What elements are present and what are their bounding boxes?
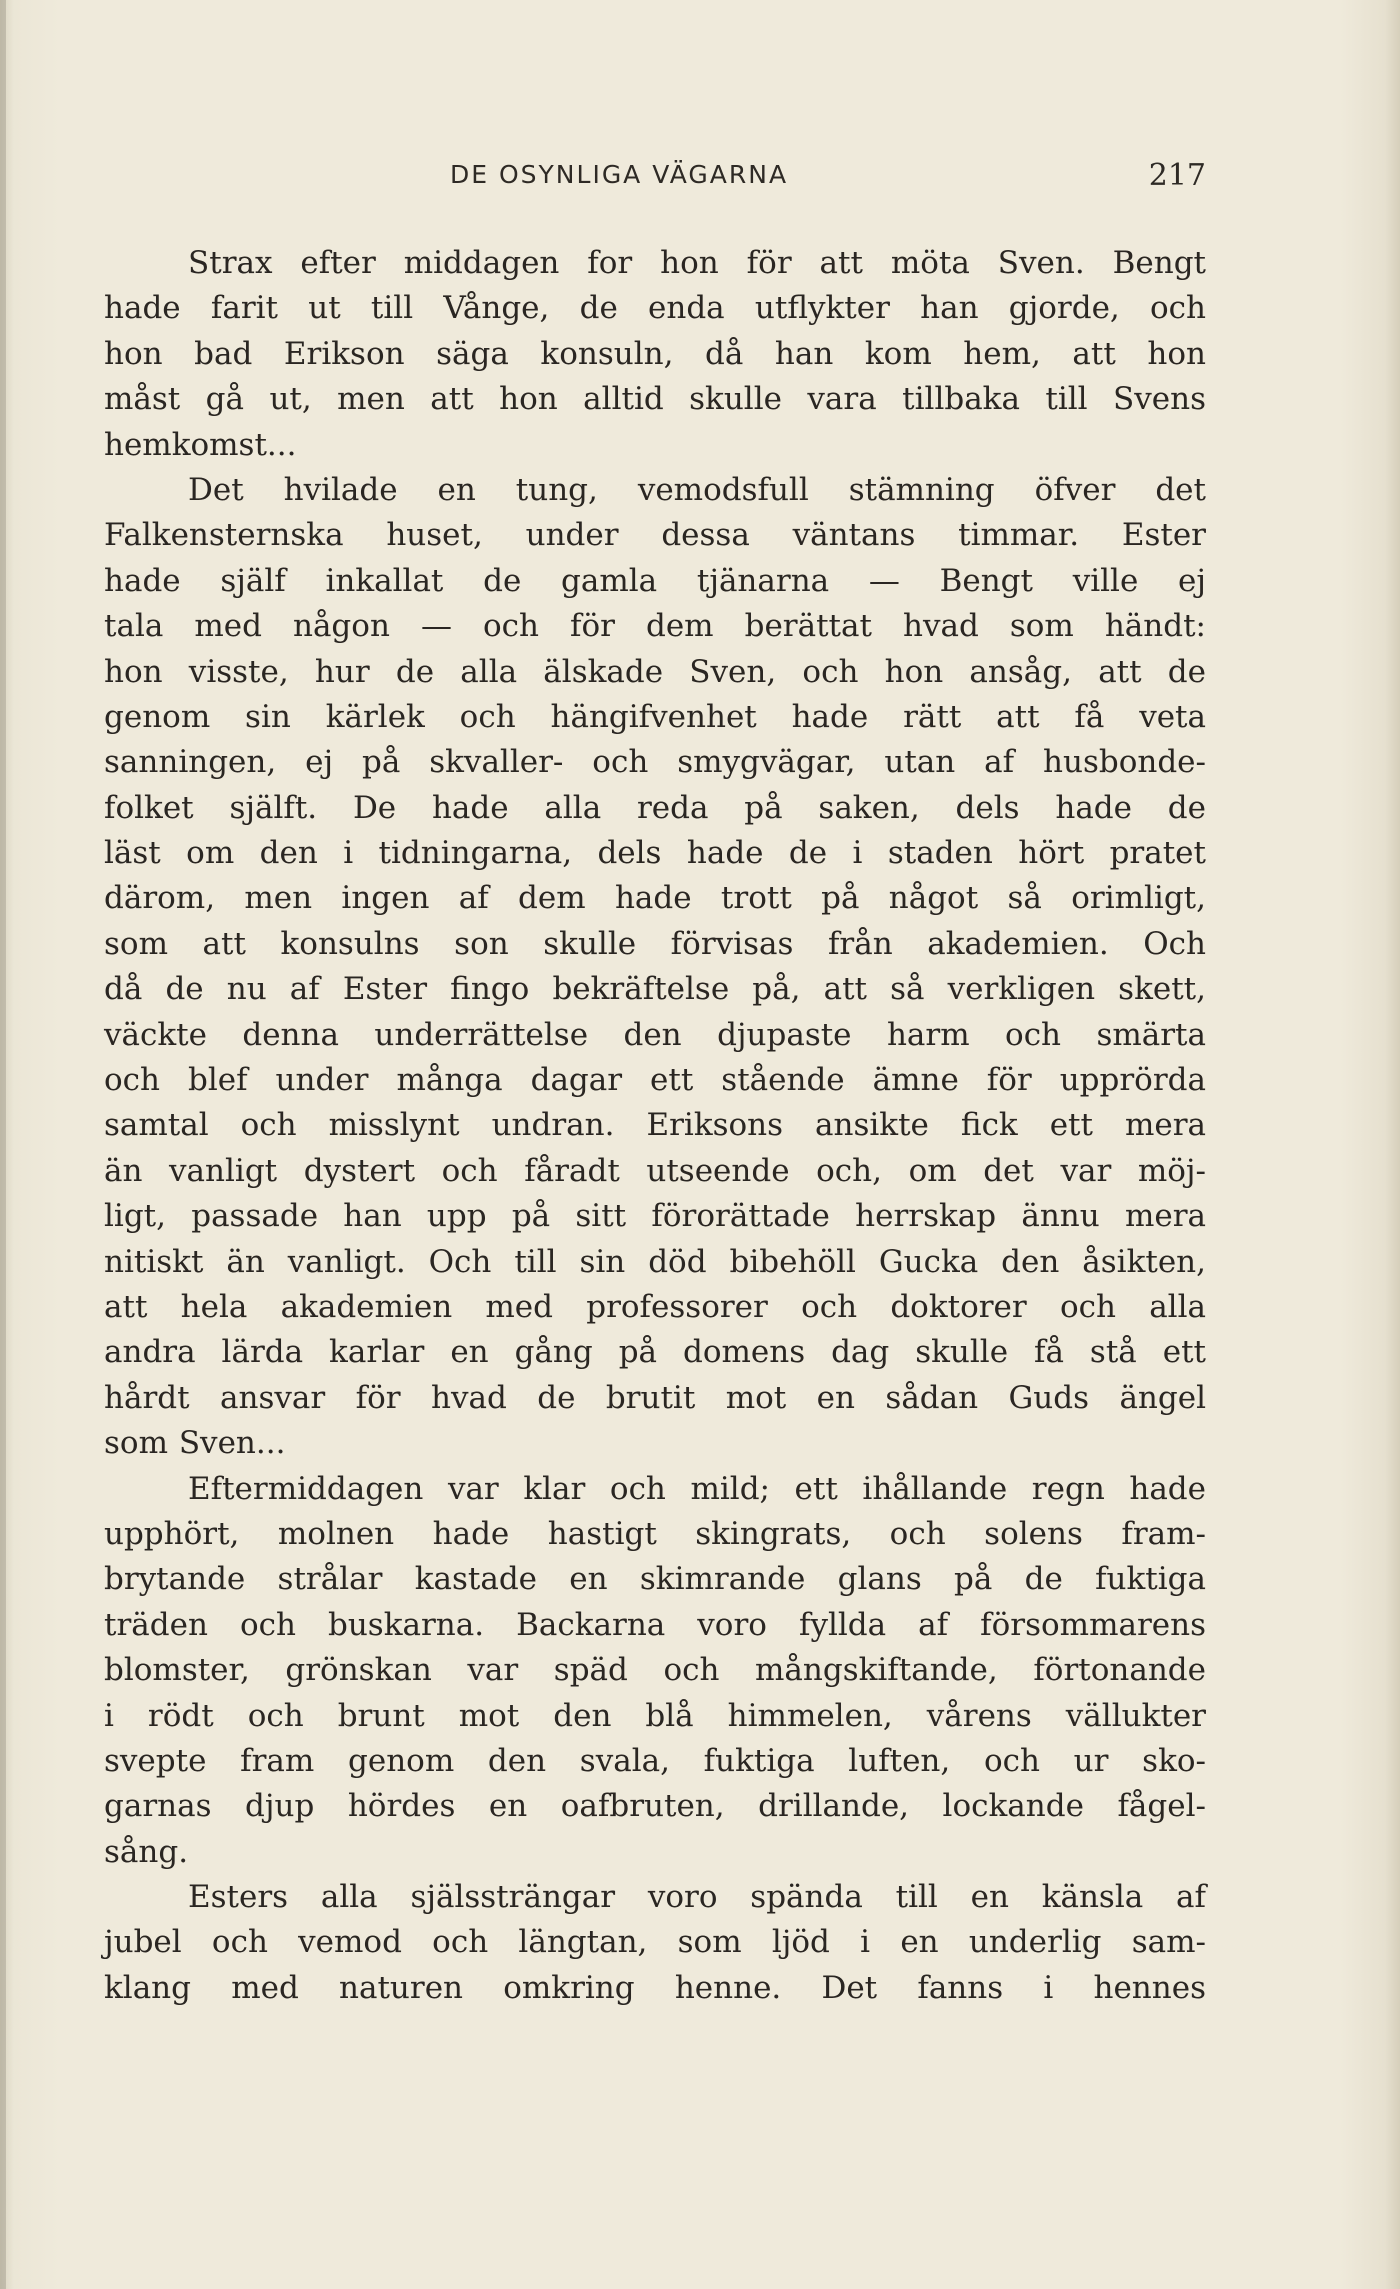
text-line: som att konsulns son skulle förvisas från akademien. Och [104,925,1206,962]
page-number: 217 [1148,158,1206,193]
text-line: än vanligt dystert och fåradt utseende och, om det var möj- [104,1152,1206,1189]
text-line: hade själf inkallat de gamla tjänarna — Bengt ville ej [104,562,1206,599]
text-line: hårdt ansvar för hvad de brutit mot en sådan Guds ängel [104,1379,1206,1416]
text-line: jubel och vemod och längtan, som ljöd i en underlig sam- [104,1924,1206,1961]
text-line: tala med någon — och för dem berättat hvad som händt: [104,608,1206,645]
text-line: klang med naturen omkring henne. Det fanns i hennes [104,1969,1206,2006]
text-line: hemkomst... [104,426,297,463]
page-header [104,160,1206,200]
text-line: Strax efter middagen for hon för att möta Sven. Bengt [188,245,1206,281]
text-line: svepte fram genom den svala, fuktiga luften, och ur sko- [104,1742,1206,1779]
text-line: väckte denna underrättelse den djupaste harm och smärta [104,1016,1206,1053]
text-line: läst om den i tidningarna, dels hade de i staden hört pratet [104,835,1206,872]
body-text [104,241,1206,2011]
text-line: hon visste, hur de alla älskade Sven, och hon ansåg, att de [104,653,1206,690]
text-line: Eftermiddagen var klar och mild; ett ihållande regn hade [188,1470,1206,1507]
text-line: Falkensternska huset, under dessa väntans timmar. Ester [104,517,1206,554]
text-line: garnas djup hördes en oafbruten, drillande, lockande fågel- [104,1788,1206,1825]
text-line: genom sin kärlek och hängifvenhet hade rätt att få veta [104,698,1206,735]
text-line: Esters alla själssträngar voro spända till en känsla af [188,1879,1206,1916]
running-head: DE OSYNLIGA VÄGARNA [450,160,789,189]
text-line: hon bad Erikson säga konsuln, då han kom hem, att hon [104,335,1206,372]
text-line: sång. [104,1833,189,1870]
text-line: nitiskt än vanligt. Och till sin död bibehöll Gucka den åsikten, [104,1243,1206,1280]
text-line: hade farit ut till Vånge, de enda utflykter han gjorde, och [104,290,1206,327]
text-line: därom, men ingen af dem hade trott på något så orimligt, [104,880,1206,917]
text-line: i rödt och brunt mot den blå himmelen, vårens vällukter [104,1697,1206,1734]
text-line: Det hvilade en tung, vemodsfull stämning öfver det [188,471,1206,508]
page-edge-shadow [0,0,6,2289]
text-line: ligt, passade han upp på sitt förorättade herrskap ännu mera [104,1198,1206,1235]
text-line: blomster, grönskan var späd och mångskiftande, förtonande [104,1652,1206,1689]
text-line: brytande strålar kastade en skimrande glans på de fuktiga [104,1561,1206,1598]
text-line: andra lärda karlar en gång på domens dag skulle få stå ett [104,1334,1206,1371]
text-line: då de nu af Ester fingo bekräftelse på, att så verkligen skett, [104,971,1206,1008]
text-line: upphört, molnen hade hastigt skingrats, och solens fram- [104,1515,1206,1552]
text-line: och blef under många dagar ett stående ämne för upprörda [104,1062,1206,1099]
text-line: sanningen, ej på skvaller- och smygvägar, utan af husbonde- [104,744,1206,781]
text-line: som Sven... [104,1425,286,1462]
text-line: folket själft. De hade alla reda på saken, dels hade de [104,789,1206,826]
text-line: träden och buskarna. Backarna voro fyllda af försommarens [104,1606,1206,1643]
text-line: samtal och misslynt undran. Eriksons ansikte fick ett mera [104,1107,1206,1144]
text-line: måst gå ut, men att hon alltid skulle vara tillbaka till Svens [104,381,1206,418]
text-line: att hela akademien med professorer och doktorer och alla [104,1288,1206,1325]
